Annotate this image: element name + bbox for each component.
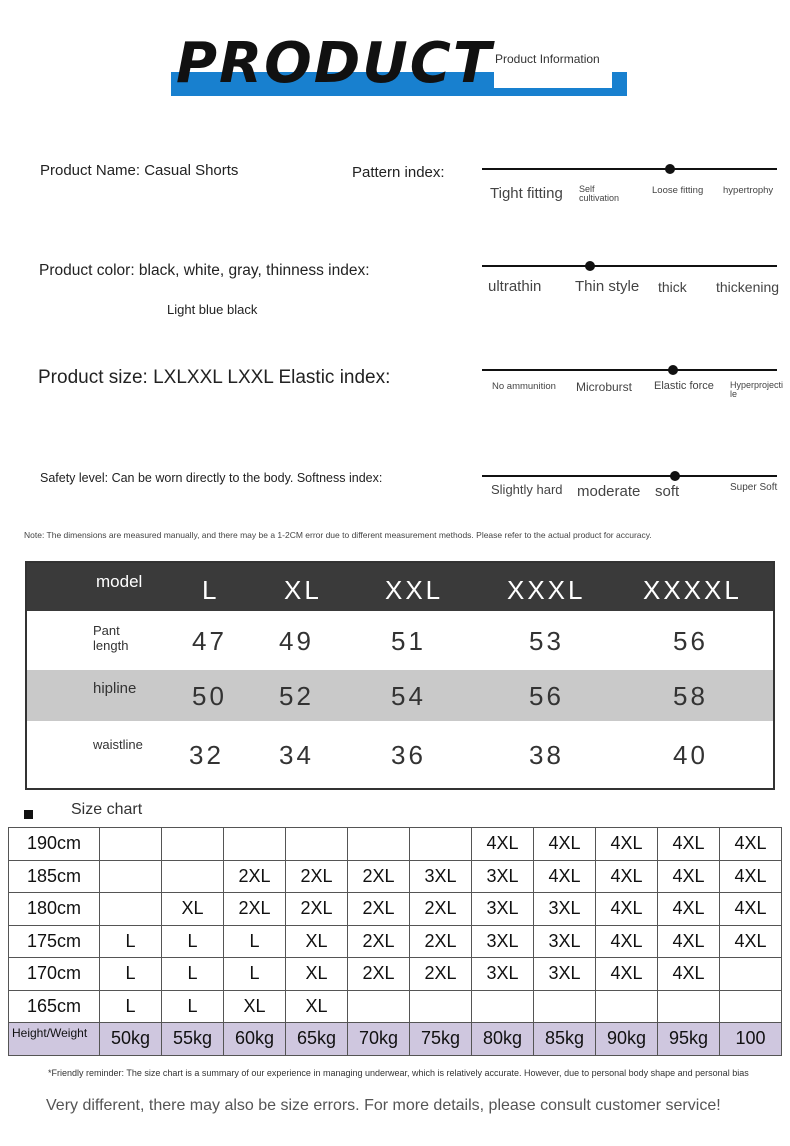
cell-pant-length-xxl: 51 <box>391 626 426 656</box>
size-cell <box>162 828 224 861</box>
header-size-xl: XL <box>284 575 322 605</box>
friendly-reminder: *Friendly reminder: The size chart is a summary of our experience in managing underwear, which is relatively accurate. However, due to personal body shape and personal bias <box>48 1068 749 1078</box>
size-cell <box>162 860 224 893</box>
pattern-scale-line <box>482 168 777 170</box>
pattern-index-title: Pattern index: <box>352 164 445 181</box>
height-cell: 185cm <box>9 860 100 893</box>
size-cell: L <box>224 958 286 991</box>
measurement-table <box>25 561 775 790</box>
size-cell: L <box>162 925 224 958</box>
size-cell: L <box>162 990 224 1023</box>
header-size-xxxxl: XXXXL <box>643 575 742 605</box>
size-cell: XL <box>286 958 348 991</box>
size-cell: 2XL <box>348 893 410 926</box>
height-cell: 175cm <box>9 925 100 958</box>
size-cell <box>534 990 596 1023</box>
thinness-scale-line <box>482 265 777 267</box>
cell-hipline-xl: 52 <box>279 681 314 711</box>
size-cell: 2XL <box>224 860 286 893</box>
cell-waistline-xxxxl: 40 <box>673 740 708 770</box>
size-cell: 4XL <box>596 958 658 991</box>
weight-cell: 70kg <box>348 1023 410 1056</box>
pattern-label-1: Tight fitting <box>490 185 563 202</box>
size-row-190 <box>9 828 782 861</box>
size-cell <box>100 893 162 926</box>
softness-scale-line <box>482 475 777 477</box>
elastic-label-1: No ammunition <box>492 381 556 392</box>
safety-level: Safety level: Can be worn directly to the body. Softness index: <box>40 471 383 485</box>
size-cell: L <box>162 958 224 991</box>
pattern-scale-marker <box>665 164 675 174</box>
size-cell <box>720 990 782 1023</box>
weight-cell: 100 <box>720 1023 782 1056</box>
size-cell <box>348 990 410 1023</box>
page-title: PRODUCT <box>176 31 494 96</box>
size-row-175 <box>9 925 782 958</box>
size-cell <box>286 828 348 861</box>
cell-waistline-xxxl: 38 <box>529 740 564 770</box>
size-cell: 4XL <box>658 893 720 926</box>
thinness-label-4: thickening <box>716 279 780 295</box>
size-cell <box>100 828 162 861</box>
elastic-label-2: Microburst <box>576 380 633 394</box>
product-color: Product color: black, white, gray, thinness index: <box>39 262 370 279</box>
product-size: Product size: LXLXXL LXXL Elastic index: <box>38 367 391 388</box>
header-white-tab <box>494 66 612 88</box>
size-chart-bullet <box>24 810 33 819</box>
size-cell: 2XL <box>410 925 472 958</box>
cell-hipline-l: 50 <box>192 681 227 711</box>
size-cell: XL <box>224 990 286 1023</box>
size-cell: XL <box>162 893 224 926</box>
product-name: Product Name: Casual Shorts <box>40 162 239 179</box>
size-cell: 2XL <box>348 958 410 991</box>
size-cell: 4XL <box>658 958 720 991</box>
size-cell: 3XL <box>534 925 596 958</box>
height-cell: 180cm <box>9 893 100 926</box>
weight-row-label: Height/Weight <box>9 1023 100 1056</box>
header-size-xxxl: XXXL <box>507 575 586 605</box>
pattern-label-2: Self cultivation <box>579 184 620 203</box>
size-cell <box>596 990 658 1023</box>
cell-waistline-xxl: 36 <box>391 740 426 770</box>
size-cell: 4XL <box>720 925 782 958</box>
elastic-scale-marker <box>668 365 678 375</box>
size-cell: 3XL <box>472 860 534 893</box>
size-cell: 3XL <box>472 893 534 926</box>
softness-label-3: soft <box>655 483 680 500</box>
size-cell: L <box>224 925 286 958</box>
size-chart-title: Size chart <box>71 801 143 818</box>
cell-waistline-l: 32 <box>189 740 224 770</box>
elastic-label-3: Elastic force <box>654 380 714 392</box>
weight-cell: 60kg <box>224 1023 286 1056</box>
size-cell <box>472 990 534 1023</box>
thinness-scale-marker <box>585 261 595 271</box>
size-cell <box>410 828 472 861</box>
softness-label-4: Super Soft <box>730 482 778 493</box>
size-cell <box>224 828 286 861</box>
size-cell: XL <box>286 990 348 1023</box>
size-cell: 2XL <box>224 893 286 926</box>
size-cell: 4XL <box>720 893 782 926</box>
softness-label-2: moderate <box>577 483 641 500</box>
softness-scale-marker <box>670 471 680 481</box>
softness-label-1: Slightly hard <box>491 482 563 497</box>
size-cell: 3XL <box>410 860 472 893</box>
size-cell: 2XL <box>410 958 472 991</box>
weight-cell: 75kg <box>410 1023 472 1056</box>
size-cell: 4XL <box>596 860 658 893</box>
cell-hipline-xxl: 54 <box>391 681 426 711</box>
row-label-waistline: waistline <box>93 737 143 752</box>
size-row-170 <box>9 958 782 991</box>
size-cell <box>720 958 782 991</box>
product-color-sub: Light blue black <box>167 302 258 317</box>
size-cell <box>348 828 410 861</box>
header-size-l: L <box>202 575 220 605</box>
weight-cell: 85kg <box>534 1023 596 1056</box>
height-cell: 190cm <box>9 828 100 861</box>
height-cell: 170cm <box>9 958 100 991</box>
row-label-hipline: hipline <box>93 680 137 697</box>
elastic-scale-line <box>482 369 777 371</box>
size-cell: 4XL <box>534 860 596 893</box>
size-cell <box>410 990 472 1023</box>
size-cell: 4XL <box>658 860 720 893</box>
weight-cell: 90kg <box>596 1023 658 1056</box>
size-cell: 4XL <box>534 828 596 861</box>
cell-hipline-xxxl: 56 <box>529 681 564 711</box>
size-cell: 4XL <box>720 860 782 893</box>
page-subtitle: Product Information <box>495 52 600 66</box>
size-cell: 3XL <box>534 958 596 991</box>
size-cell: L <box>100 925 162 958</box>
row-label-pant-length: Pant length <box>93 623 129 653</box>
size-cell: 3XL <box>472 925 534 958</box>
size-cell: 2XL <box>348 925 410 958</box>
pattern-label-4: hypertrophy <box>723 185 774 196</box>
measurement-note: Note: The dimensions are measured manually, and there may be a 1-2CM error due to different measurement methods. Please refer to the actual product for accuracy. <box>24 530 652 540</box>
weight-cell: 95kg <box>658 1023 720 1056</box>
header-model: model <box>96 572 143 591</box>
pattern-label-3: Loose fitting <box>652 185 704 196</box>
footer-text: Very different, there may also be size errors. For more details, please consult customer service! <box>46 1097 721 1114</box>
size-cell: 2XL <box>410 893 472 926</box>
height-cell: 165cm <box>9 990 100 1023</box>
size-cell: L <box>100 990 162 1023</box>
size-cell: 3XL <box>472 958 534 991</box>
size-cell: 2XL <box>286 893 348 926</box>
weight-cell: 80kg <box>472 1023 534 1056</box>
thinness-label-2: Thin style <box>575 278 640 295</box>
cell-pant-length-l: 47 <box>192 626 227 656</box>
size-cell: 4XL <box>596 893 658 926</box>
size-cell: 2XL <box>286 860 348 893</box>
cell-pant-length-xxxl: 53 <box>529 626 564 656</box>
size-cell: 2XL <box>348 860 410 893</box>
cell-hipline-xxxxl: 58 <box>673 681 708 711</box>
thinness-label-1: ultrathin <box>488 278 542 295</box>
size-row-165 <box>9 990 782 1023</box>
size-cell: 4XL <box>472 828 534 861</box>
weight-row <box>9 1023 782 1056</box>
size-row-180 <box>9 893 782 926</box>
size-cell: 3XL <box>534 893 596 926</box>
cell-pant-length-xl: 49 <box>279 626 314 656</box>
weight-cell: 55kg <box>162 1023 224 1056</box>
thinness-label-3: thick <box>658 279 687 295</box>
weight-cell: 50kg <box>100 1023 162 1056</box>
size-cell: 4XL <box>658 828 720 861</box>
size-row-185 <box>9 860 782 893</box>
size-cell: 4XL <box>596 925 658 958</box>
size-cell: 4XL <box>720 828 782 861</box>
weight-cell: 65kg <box>286 1023 348 1056</box>
size-cell <box>658 990 720 1023</box>
size-cell: XL <box>286 925 348 958</box>
size-cell: L <box>100 958 162 991</box>
elastic-label-4: Hyperprojectile <box>730 380 784 399</box>
cell-waistline-xl: 34 <box>279 740 314 770</box>
size-cell: 4XL <box>658 925 720 958</box>
header-size-xxl: XXL <box>385 575 444 605</box>
size-cell: 4XL <box>596 828 658 861</box>
size-cell <box>100 860 162 893</box>
size-chart-table <box>8 827 782 1056</box>
cell-pant-length-xxxxl: 56 <box>673 626 708 656</box>
